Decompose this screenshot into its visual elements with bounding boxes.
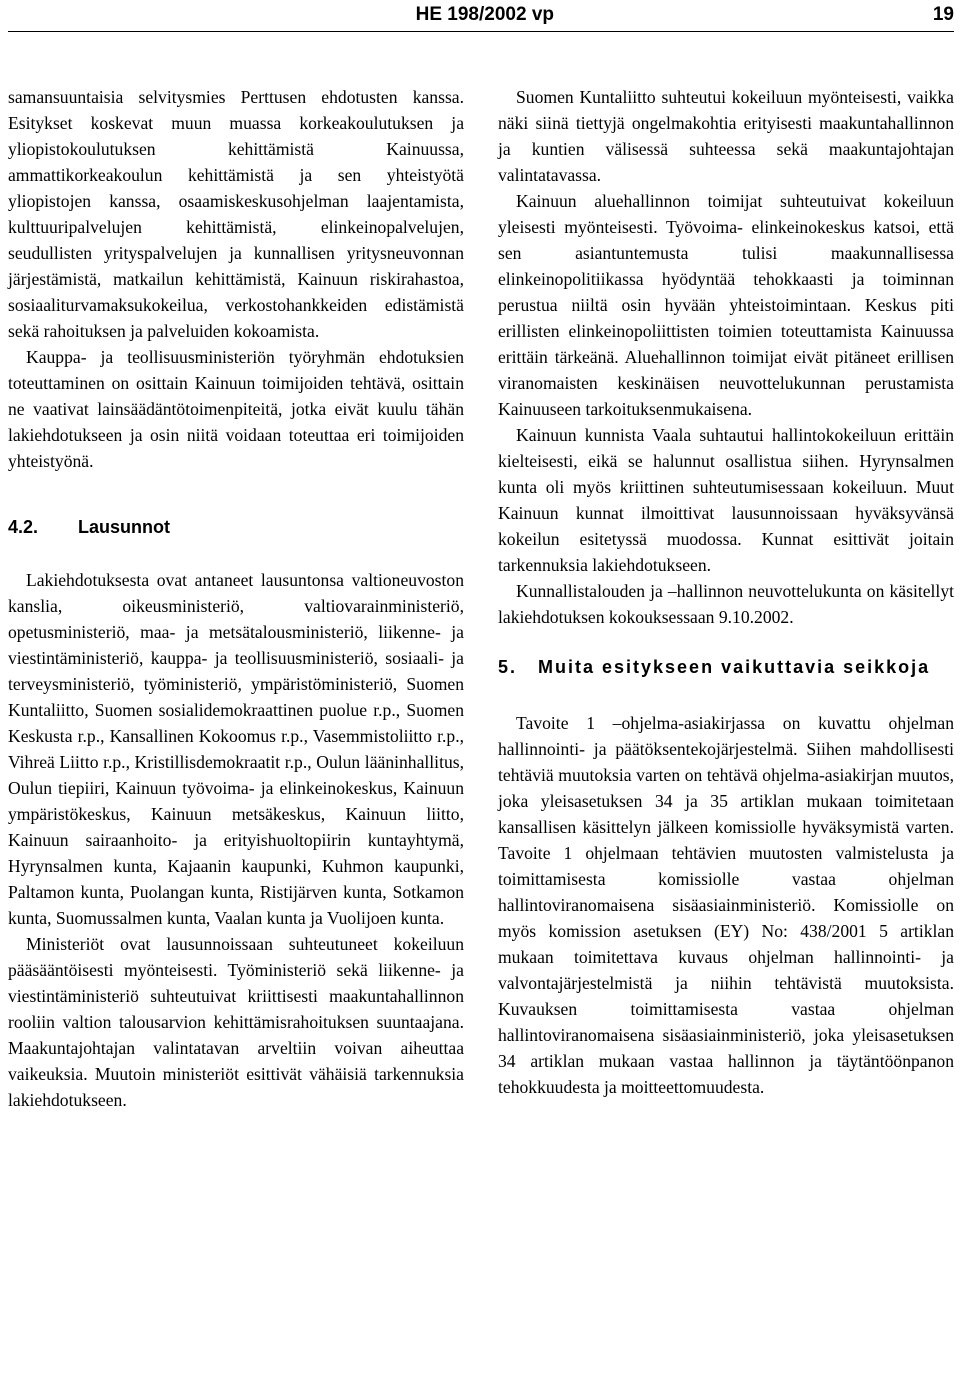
section-title: Muita esitykseen vaikuttavia seikkoja [538, 657, 931, 677]
paragraph: Lakiehdotuksesta ovat antaneet lausuntonsa valtioneuvoston kanslia, oikeusministeriö, valtiovarainministeriö, opetusministeriö, maa- ja metsätalousministeriö, liikenne- ja viestintäministeriö, kauppa- ja teollisuusministeriö, sosiaali- ja terveysministeriö, työministeriö, ympäristöministeriö, Suomen Kuntaliitto, Suomen sosialidemokraattinen puolue r.p., Suomen Keskusta r.p., Kansallinen Kokoomus r.p., Vasemmistoliitto r.p., Vihreä Liitto r.p., Kristillisdemokraatit r.p., Oulun lääninhallitus, Oulun tiepiiri, Kainuun työvoima- ja elinkeinokeskus, Kainuun ympäristökeskus, Kainuun metsäkeskus, Kainuun liitto, Kainuun sairaanhoito- ja erityishuoltopiirin kuntayhtymä, Hyrynsalmen kunta, Kajaanin kaupunki, Kuhmon kaupunki, Paltamon kunta, Puolangan kunta, Ristijärven kunta, Sotkamon kunta, Suomussalmen kunta, Vaalan kunta ja Vuolijoen kunta. [8, 570, 464, 928]
left-column [8, 84, 464, 1113]
document-id: HE 198/2002 vp [415, 4, 554, 25]
section-title: Lausunnot [78, 517, 170, 537]
section-heading-5 [498, 654, 954, 680]
section-heading-4-2 [8, 514, 464, 540]
right-column [498, 84, 954, 1100]
paragraph: Tavoite 1 –ohjelma-asiakirjassa on kuvattu ohjelman hallinnointi- ja päätöksentekojärjestelmä. Siihen mahdollisesti tehtäviä muutoksia varten on tehtävä ohjelma-asiakirjan muutos, joka yleisasetuksen 34 ja 35 artiklan mukaan toimitetaan kansallisen käsittelyn jälkeen komissiolle hyväksymistä varten. Tavoite 1 ohjelmaan tehtävien muutosten valmistelusta ja toimittamisesta komissiolle vastaa ohjelman hallintoviranomaisena sisäasiainministeriö. Komissiolle on myös komission asetuksen (EY) No: 438/2001 5 artiklan mukaan toimitettava kuvaus ohjelman hallinnointi- ja valvontajärjestelmistä ja niihin tehtävistä muutoksista. Kuvauksen toimittamisesta vastaa ohjelman hallintoviranomaisena sisäasiainministeriö, joka yleisasetuksen 34 artiklan mukaan vastaa hallinnon ja täytäntöönpanon tehokkuudesta ja moitteettomuudesta. [498, 713, 954, 1097]
page-header [8, 0, 954, 32]
paragraph: Suomen Kuntaliitto suhteutui kokeiluun myönteisesti, vaikka näki siinä tiettyjä ongelmakohtia erityisesti maakuntahallinnon ja kuntien välisessä suhteessa sekä maakuntajohtajan valintatavassa. [498, 87, 954, 185]
paragraph: samansuuntaisia selvitysmies Perttusen ehdotusten kanssa. Esitykset koskevat muun muassa korkeakoulutuksen ja yliopistokoulutuksen kehittämistä Kainuussa, ammattikorkeakoulun kehittämistä ja sen yhteistyötä yliopistojen kanssa, osaamiskeskusohjelman laajentamista, kulttuuripalvelujen kehittämistä, elinkeinopalvelujen, seudullisten yrityspalvelujen ja kunnallisen yritysneuvonnan järjestämistä, matkailun kehittämistä, Kainuun riskirahastoa, sosiaaliturvamaksukokeilua, verkostohankkeiden edistämistä sekä rahoituksen ja palveluiden kokoamista. [8, 87, 464, 341]
section-number: 5. [498, 657, 518, 677]
page-number: 19 [932, 4, 954, 25]
paragraph: Kauppa- ja teollisuusministeriön työryhmän ehdotuksien toteuttaminen on osittain Kainuun toimijoiden tehtävä, osittain ne vaativat lainsäädäntötoimenpiteitä, jotka eivät kuulu tähän lakiehdotukseen ja osin niitä voidaan toteuttaa eri toimijoiden yhteistyönä. [8, 347, 464, 471]
paragraph: Ministeriöt ovat lausunnoissaan suhteutuneet kokeiluun pääsääntöisesti myönteisesti. Työministeriö sekä liikenne- ja viestintäministeriö suhteutuivat kriittisesti maakuntahallinnon rooliin valtion talousarvion kehittämisrahoituksen suuntaajana. Maakuntajohtajan valintatavan arveltiin voivan aiheuttaa vaikeuksia. Muutoin ministeriöt esittivät vähäisiä tarkennuksia lakiehdotukseen. [8, 934, 464, 1110]
paragraph: Kainuun kunnista Vaala suhtautui hallintokokeiluun erittäin kielteisesti, eikä se halunnut osallistua siihen. Hyrynsalmen kunta oli myös kriittinen suhteutumisessaan kokeiluun. Muut Kainuun kunnat ilmoittivat lausunnoissaan hyväksyvänsä kokeilun esitetyssä muodossa. Kunnat esittivät joitain tarkennuksia lakiehdotukseen. [498, 425, 954, 575]
paragraph: Kunnallistalouden ja –hallinnon neuvottelukunta on käsitellyt lakiehdotuksen kokouksessaan 9.10.2002. [498, 581, 954, 627]
paragraph: Kainuun aluehallinnon toimijat suhteutuivat kokeiluun yleisesti myönteisesti. Työvoima- elinkeinokeskus katsoi, että sen asiantuntemusta tulisi maakunnallisessa elinkeinopolitiikassa hyödyntää tehokkaasti ja toiminnan perustua niiltä osin hyvään yhteistoimintaan. Keskus piti erillisten elinkeinopoliittisten toimien toteuttamista Kainuussa erittäin tärkeänä. Aluehallinnon toimijat eivät pitäneet erillisen viranomaisten keskinäisen neuvottelukunnan perustamista Kainuuseen tarkoituksenmukaisena. [498, 191, 954, 419]
section-number: 4.2. [8, 517, 39, 537]
